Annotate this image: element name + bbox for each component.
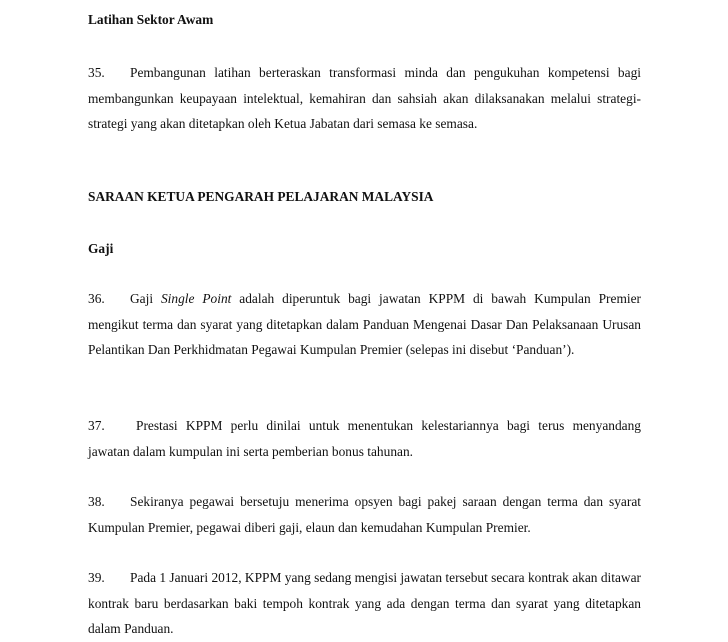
- paragraph-number: 39.: [88, 570, 105, 585]
- section-heading-gaji: Gaji: [88, 241, 114, 256]
- paragraph-text-pre: Gaji: [130, 291, 161, 306]
- paragraph-35: [88, 60, 641, 137]
- paragraph-text: Sekiranya pegawai bersetuju menerima opsyen bagi pakej saraan dengan terma dan syarat Kumpulan Premier, pegawai diberi gaji, elaun dan kemudahan Kumpulan Premier.: [88, 494, 641, 535]
- section-heading-latihan: Latihan Sektor Awam: [88, 12, 214, 27]
- paragraph-39: [88, 565, 641, 642]
- paragraph-text: Prestasi KPPM perlu dinilai untuk menentukan kelestariannya bagi terus menyandang jawatan dalam kumpulan ini serta pemberian bonus tahunan.: [88, 418, 641, 459]
- paragraph-number: 37.: [88, 418, 105, 433]
- section-heading-saraan: SARAAN KETUA PENGARAH PELAJARAN MALAYSIA: [88, 189, 434, 204]
- paragraph-number: 36.: [88, 291, 105, 306]
- paragraph-number: 35.: [88, 65, 105, 80]
- paragraph-text-italic: Single Point: [160, 291, 232, 306]
- paragraph-text: Pembangunan latihan berteraskan transformasi minda dan pengukuhan kompetensi bagi membangunkan keupayaan intelektual, kemahiran dan sahsiah akan dilaksanakan melalui strategi-strategi yang akan ditetapkan oleh Ketua Jabatan dari semasa ke semasa.: [88, 65, 641, 131]
- paragraph-text: Pada 1 Januari 2012, KPPM yang sedang mengisi jawatan tersebut secara kontrak akan ditawar kontrak baru berdasarkan baki tempoh kontrak yang ada dengan terma dan syarat yang ditetapkan dalam Panduan.: [88, 570, 641, 636]
- paragraph-38: [88, 489, 641, 540]
- paragraph-37: [88, 413, 641, 464]
- paragraph-36: [88, 286, 641, 363]
- paragraph-text-post: adalah diperuntuk bagi jawatan KPPM di bawah Kumpulan Premier mengikut terma dan syarat yang ditetapkan dalam Panduan Mengenai Dasar Dan Pelaksanaan Urusan Pelantikan Dan Perkhidmatan Pegawai Kumpulan Premier (selepas ini disebut ‘Panduan’).: [88, 291, 641, 357]
- paragraph-number: 38.: [88, 494, 105, 509]
